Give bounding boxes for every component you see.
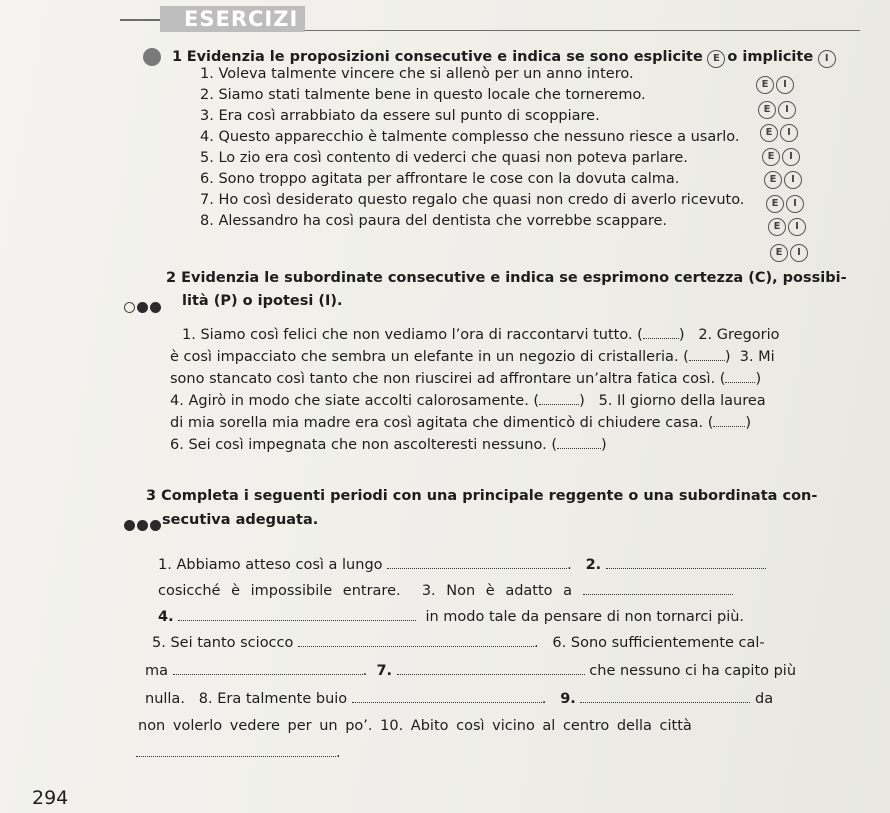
ex1-item-1: 1. Voleva talmente vincere che si allenò per un anno intero. <box>200 66 634 82</box>
ex3-line-5: ma . 7. che nessuno ci ha capito più <box>145 663 797 679</box>
ex2-line-3: sono stancato così tanto che non riuscirei ad affrontare un’altra fatica così. ( ) <box>170 371 762 387</box>
exercise-3-number: 3 <box>146 488 157 504</box>
header-rule-left <box>120 19 165 21</box>
ex3-line-3: 4. in modo tale da pensare di non tornarci più. <box>158 609 745 625</box>
answer-blank[interactable] <box>606 556 766 569</box>
ex1-item-5: 5. Lo zio era così contento di vederci che quasi non poteva parlare. <box>200 150 688 166</box>
answer-blank[interactable] <box>178 608 416 621</box>
exercise-2-instruction <box>166 270 847 286</box>
ex1-choice-7[interactable] <box>768 214 808 236</box>
implicit-icon[interactable]: I <box>776 76 794 94</box>
ex3-line-7: non volerlo vedere per un po’. 10. Abito così vicino al centro della città <box>138 718 692 734</box>
answer-blank[interactable] <box>643 326 679 339</box>
ex2-line-5: di mia sorella mia madre era così agitata che dimenticò di chiudere casa. ( ) <box>170 415 752 431</box>
exercise-2-text: Evidenzia le subordinate consecutive e indica se esprimono certezza (C), possibi- <box>181 270 847 286</box>
header-rule-right <box>305 30 860 31</box>
answer-blank[interactable] <box>136 744 336 757</box>
explicit-icon[interactable]: E <box>762 148 780 166</box>
difficulty-dots <box>124 298 163 317</box>
exercise-3-text: Completa i seguenti periodi con una principale reggente o una subordinata con- <box>161 488 818 504</box>
implicit-icon[interactable]: I <box>790 244 808 262</box>
ex1-item-3: 3. Era così arrabbiato da essere sul punto di scoppiare. <box>200 108 600 124</box>
difficulty-dots <box>124 516 163 535</box>
explicit-icon[interactable]: E <box>760 124 778 142</box>
ex3-line-2: cosicché è impossibile entrare. 3. Non è adatto a <box>158 582 733 599</box>
implicit-icon: I <box>818 50 836 68</box>
explicit-icon[interactable]: E <box>766 195 784 213</box>
difficulty-icon <box>143 48 161 66</box>
answer-blank[interactable] <box>387 556 567 569</box>
page-number: 294 <box>32 787 69 809</box>
exercise-3-instruction-2: secutiva adeguata. <box>162 512 319 528</box>
exercise-2-instruction-2: lità (P) o ipotesi (I). <box>182 293 343 309</box>
ex2-line-4: 4. Agirò in modo che siate accolti calorosamente. ( ) 5. Il giorno della laurea <box>170 393 766 409</box>
implicit-icon[interactable]: I <box>786 195 804 213</box>
ex3-line-6: nulla. 8. Era talmente buio . 9. da <box>145 691 774 707</box>
ex1-choice-6[interactable] <box>766 191 806 213</box>
answer-blank[interactable] <box>580 690 750 703</box>
explicit-icon[interactable]: E <box>764 171 782 189</box>
answer-blank[interactable] <box>713 414 745 427</box>
exercise-1-text-2: o implicite <box>727 49 814 65</box>
implicit-icon[interactable]: I <box>780 124 798 142</box>
exercise-1-text: Evidenzia le proposizioni consecutive e indica se sono esplicite <box>186 49 703 65</box>
exercise-3-instruction <box>146 488 817 504</box>
ex3-line-4: 5. Sei tanto sciocco . 6. Sono sufficientemente cal- <box>152 635 765 651</box>
answer-blank[interactable] <box>557 436 601 449</box>
ex2-line-6: 6. Sei così impegnata che non ascolteresti nessuno. ( ) <box>170 437 607 453</box>
answer-blank[interactable] <box>583 582 733 595</box>
exercise-1-number: 1 <box>172 49 183 65</box>
implicit-icon[interactable]: I <box>782 148 800 166</box>
implicit-icon[interactable]: I <box>784 171 802 189</box>
ex1-item-2: 2. Siamo stati talmente bene in questo locale che torneremo. <box>200 87 646 103</box>
ex1-item-7: 7. Ho così desiderato questo regalo che quasi non credo di averlo ricevuto. <box>200 192 745 208</box>
implicit-icon[interactable]: I <box>778 101 796 119</box>
explicit-icon[interactable]: E <box>768 218 786 236</box>
ex3-line-1: 1. Abbiamo atteso così a lungo . 2. <box>158 556 766 573</box>
ex1-choice-4[interactable] <box>762 144 802 166</box>
ex2-line-1: 1. Siamo così felici che non vediamo l’ora di raccontarvi tutto. ( ) 2. Gregorio <box>182 327 780 343</box>
ex3-line-8: . <box>136 744 341 761</box>
section-title: ESERCIZI <box>160 6 305 32</box>
ex1-item-6: 6. Sono troppo agitata per affrontare le cose con la dovuta calma. <box>200 171 680 187</box>
answer-blank[interactable] <box>298 634 534 647</box>
answer-blank[interactable] <box>397 662 585 675</box>
ex1-choice-1[interactable] <box>756 72 796 94</box>
explicit-icon[interactable]: E <box>758 101 776 119</box>
explicit-icon[interactable]: E <box>770 244 788 262</box>
explicit-icon[interactable]: E <box>756 76 774 94</box>
answer-blank[interactable] <box>689 348 725 361</box>
exercise-2-number: 2 <box>166 270 177 286</box>
implicit-icon[interactable]: I <box>788 218 806 236</box>
explicit-icon: E <box>707 50 725 68</box>
ex1-choice-8[interactable] <box>770 240 810 262</box>
ex1-choice-2[interactable] <box>758 97 798 119</box>
answer-blank[interactable] <box>352 690 542 703</box>
ex2-line-2: è così impacciato che sembra un elefante in un negozio di cristalleria. ( ) 3. Mi <box>170 349 775 365</box>
answer-blank[interactable] <box>173 662 363 675</box>
answer-blank[interactable] <box>539 392 579 405</box>
ex1-item-8: 8. Alessandro ha così paura del dentista che vorrebbe scappare. <box>200 213 668 229</box>
ex1-choice-3[interactable] <box>760 120 800 142</box>
ex1-item-4: 4. Questo apparecchio è talmente complesso che nessuno riesce a usarlo. <box>200 129 740 145</box>
answer-blank[interactable] <box>725 370 755 383</box>
ex1-choice-5[interactable] <box>764 167 804 189</box>
